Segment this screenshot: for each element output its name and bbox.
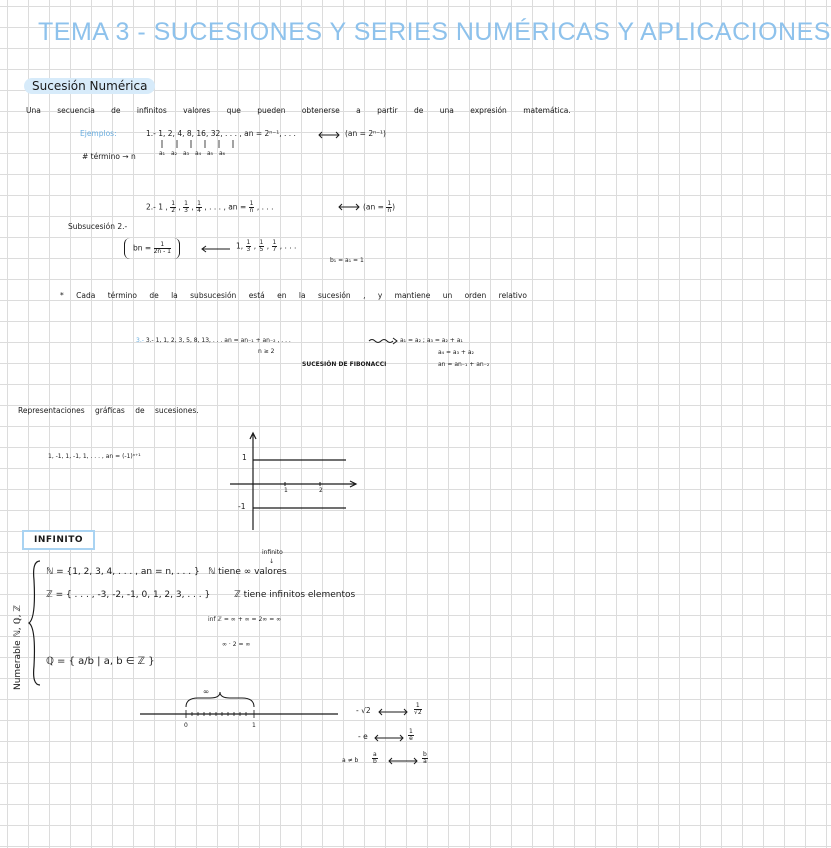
number-line: [140, 690, 340, 730]
arrow-both-icon: [374, 734, 404, 742]
infinity-equation-1: inf ℤ = ∞ + ∞ = 2∞ = ∞: [208, 616, 282, 623]
recip-ba-fraction: $\frac{b}{a}$: [423, 751, 427, 765]
example2-sequence: 2.- 1 , $\frac{1}{2}$ , $\frac{1}{3}$ , $\frac{1}{4}$ , . . . , an = $\frac{1}{n}$ , . . .: [146, 200, 274, 214]
number-line-infinity: ∞: [203, 687, 210, 696]
recip-sqrt2-left: - √2: [356, 706, 371, 715]
fibonacci-rule-3: an = an₋₁ + an₋₂: [438, 361, 490, 368]
sequence-graph: [228, 432, 358, 532]
integers-note: ℤ tiene infinitos elementos: [234, 590, 356, 600]
wavy-arrow-icon: [368, 337, 398, 345]
example3-sequence: 3.- 3.- 1, 1, 2, 3, 5, 8, 13, . . . an = an₋₁ + an₋₂ , . . .: [136, 337, 291, 344]
recip-ab-fraction: $\frac{a}{b}$: [372, 751, 377, 765]
example1-sequence: 1.- 1, 2, 4, 8, 16, 32, . . . , an = 2ⁿ⁻¹, . . .: [146, 129, 296, 138]
example1-formula: (an = 2ⁿ⁻¹): [345, 129, 386, 138]
graph-y-pos-label: 1: [242, 453, 247, 462]
recip-e-fraction: $\frac{1}{e}$: [409, 728, 413, 742]
subsequence-values: 1, $\frac{1}{3}$ , $\frac{1}{5}$ , $\frac{1}{7}$ , . . .: [236, 239, 297, 253]
arrow-both-icon: [378, 708, 408, 716]
subsequence-note: b₁ = a₁ = 1: [330, 257, 364, 264]
number-line-one: 1: [252, 722, 256, 729]
left-brace: [28, 560, 42, 686]
arrow-both-icon: [338, 203, 360, 211]
section-heading-graphs: Representaciones gráficas de sucesiones.: [18, 406, 199, 415]
graph-x2-label: 2: [319, 487, 323, 494]
relative-order-note: * Cada término de la subsucesión está en la sucesión , y mantiene un orden relativo: [60, 291, 527, 300]
integers-set: ℤ = { . . . , -3, -2, -1, 0, 1, 2, 3, . . . }: [46, 590, 211, 600]
infinito-box: INFINITO: [22, 530, 95, 550]
example3-condition: n ≥ 2: [258, 348, 275, 355]
fibonacci-rule-2: a₄ = a₃ + a₂: [438, 349, 474, 356]
definition-text: Una secuencia de infinitos valores que pueden obtenerse a partir de una expresión matemática.: [26, 106, 571, 115]
arrow-both-icon: [388, 757, 418, 765]
example1-indices: a₁ a₂ a₃ a₄ a₅ a₆: [159, 150, 226, 157]
subsequence-set: bn = $\frac{1}{2n - 1}$: [124, 238, 180, 259]
infinito-note: infinito: [262, 549, 283, 556]
fibonacci-rule-1: a₁ = a₂ ; a₃ = a₂ + a₁: [400, 337, 463, 344]
naturals-set: ℕ = {1, 2, 3, 4, . . . , an = n, . . . }: [46, 567, 200, 577]
numerable-side-label: Numerable ℕ, ℚ, ℤ: [13, 604, 23, 690]
recip-e-left: - e: [358, 732, 368, 741]
example-label: Ejemplos:: [80, 129, 117, 138]
infinito-arrow: ↓: [269, 558, 275, 565]
arrow-both-icon: [318, 131, 340, 139]
page-title: TEMA 3 - SUCESIONES Y SERIES NUMÉRICAS Y APLICACIONES: [38, 18, 831, 46]
section-heading-sucesion: Sucesión Numérica: [24, 78, 155, 94]
term-note: # término → n: [82, 152, 136, 161]
example2-formula: (an = $\frac{1}{n}$ ): [363, 200, 396, 214]
infinity-equation-2: ∞ · 2 = ∞: [222, 641, 251, 648]
naturals-note: ℕ tiene ∞ valores: [208, 567, 287, 577]
recip-ab-condition: a ≠ b: [342, 757, 359, 764]
graph-sequence: 1, -1, 1, -1, 1, . . . , an = (-1)ⁿ⁺¹: [48, 453, 141, 460]
graph-x1-label: 1: [284, 487, 288, 494]
recip-sqrt2-fraction: $\frac{1}{√2}$: [414, 702, 422, 716]
rationals-set: ℚ = { a/b | a, b ∈ ℤ }: [46, 656, 155, 667]
subsequence-label: Subsucesión 2.-: [68, 222, 128, 231]
arrow-left-icon: [201, 245, 231, 253]
graph-y-neg-label: -1: [238, 502, 246, 511]
number-line-zero: 0: [184, 722, 188, 729]
fibonacci-label: SUCESIÓN DE FIBONACCI: [302, 361, 387, 368]
